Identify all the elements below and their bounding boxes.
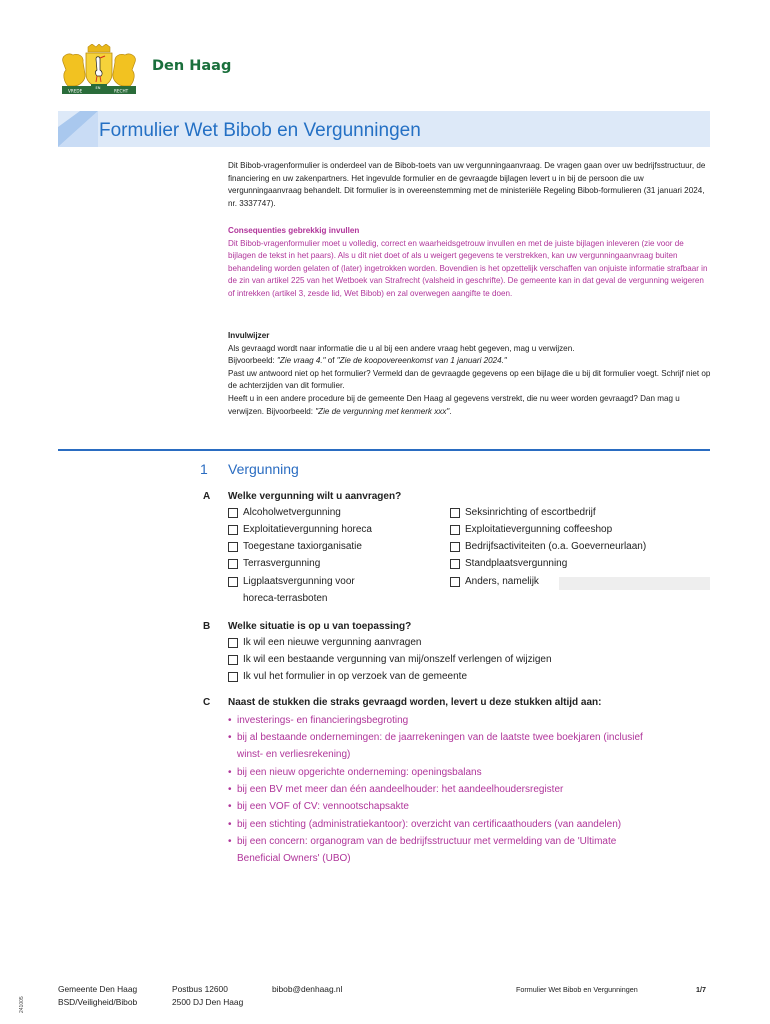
bullet: •: [228, 715, 232, 726]
attachment-item: bij een BV met meer dan één aandeelhouder: het aandeelhoudersregister: [237, 784, 564, 795]
option-label: Toegestane taxiorganisatie: [243, 541, 362, 552]
page-number: 1/7: [696, 985, 706, 994]
option-label: Ligplaatsvergunning voor: [243, 576, 355, 587]
checkbox-terrasvergunning[interactable]: [228, 559, 238, 569]
bullet: •: [228, 784, 232, 795]
guide-example-3: "Zie de vergunning met kenmerk xxx": [315, 406, 450, 416]
bullet: •: [228, 819, 232, 830]
intro-paragraph: [228, 160, 712, 210]
option-label: Ik vul het formulier in op verzoek van de gemeente: [243, 671, 468, 682]
checkbox-exploitatievergunning-horeca[interactable]: [228, 525, 238, 535]
intro-text: Dit Bibob-vragenformulier is onderdeel van de Bibob-toets van uw vergunningaanvraag. De vragen gaan over uw bedrijfsstructuur, de financiering en uw zakenpartners. Het ingevulde formulier en de gevraagde bijlagen levert u in bij de persoon die uw vergunningaanvraag behandelt. Dit formulier is in overeenstemming met de ministeriële Regeling Bibob-formulieren (31 januari 2024, nr. 3337747).: [228, 161, 706, 208]
guide-line-3: Past uw antwoord niet op het formulier? Vermeld dan de gevraagde gegevens op een bijlage die u bij dit formulier voegt. Schrijf niet op de achterzijden van dit formulier.: [228, 368, 711, 391]
brand-name: Den Haag: [152, 58, 232, 74]
checkbox-seksinrichting[interactable]: [450, 508, 460, 518]
section-number: 1: [200, 461, 208, 477]
option-label: Standplaatsvergunning: [465, 558, 568, 569]
option-label: Ik wil een bestaande vergunning van mij/onszelf verlengen of wijzigen: [243, 654, 552, 665]
question-c-letter: C: [203, 697, 211, 708]
guide-example-prefix: Bijvoorbeeld:: [228, 356, 278, 366]
attachment-item-continued: winst- en verliesrekening): [237, 749, 351, 760]
consequences-text: Dit Bibob-vragenformulier moet u volledig, correct en waarheidsgetrouw invullen en met de juiste bijlagen inleveren (zie voor de bijlagen de tekst in het paars). Als u dit niet doet of als u weigert gegevens te verstrekken, kan uw vergunningaanvraag buiten behandeling worden gelaten of (later) ingetrokken worden. Bovendien is het opzettelijk verschaffen van onjuiste informatie strafbaar in de zin van artikel 225 van het Wetboek van Strafrecht (valsheid in geschrifte). De gemeente kan in dat geval de vergunning weigeren of intrekken (artikel 3, zesde lid, Wet Bibob) en zal overwegen aangifte te doen.: [228, 238, 708, 298]
attachment-item: bij een stichting (administratiekantoor): overzicht van certificaathouders (van aandelen): [237, 819, 622, 830]
option-label: Alcoholwetvergunning: [243, 507, 341, 518]
checkbox-exploitatievergunning-coffeeshop[interactable]: [450, 525, 460, 535]
checkbox-verzoek-gemeente[interactable]: [228, 672, 238, 682]
bullet: •: [228, 767, 232, 778]
page-title: Formulier Wet Bibob en Vergunningen: [99, 120, 421, 141]
option-label: Anders, namelijk: [465, 576, 539, 587]
guide-example-mid: of: [325, 356, 337, 366]
option-label: Exploitatievergunning coffeeshop: [465, 524, 613, 535]
guide-line-4-end: .: [449, 406, 452, 416]
document-code: 241005: [19, 996, 25, 1013]
attachment-item: bij een concern: organogram van de bedrijfsstructuur met vermelding van de 'Ultimate: [237, 836, 617, 847]
attachment-item: bij al bestaande ondernemingen: de jaarrekeningen van de laatste twee boekjaren (inclusief: [237, 732, 643, 743]
option-label: Terrasvergunning: [243, 558, 321, 569]
checkbox-bedrijfsactiviteiten[interactable]: [450, 542, 460, 552]
checkbox-verlengen-wijzigen[interactable]: [228, 655, 238, 665]
guide-block: [228, 330, 712, 418]
option-label: Ik wil een nieuwe vergunning aanvragen: [243, 637, 422, 648]
guide-example-1: "Zie vraag 4.": [277, 356, 326, 366]
guide-line-1: Als gevraagd wordt naar informatie die u al bij een andere vraag hebt gegeven, mag u verwijzen.: [228, 343, 575, 353]
footer-org-line-1: Gemeente Den Haag: [58, 984, 138, 994]
checkbox-alcoholwetvergunning[interactable]: [228, 508, 238, 518]
attachment-item: bij een VOF of CV: vennootschapsakte: [237, 801, 409, 812]
option-label-continued: horeca-terrasboten: [243, 593, 328, 604]
attachment-item: investerings- en financieringsbegroting: [237, 715, 409, 726]
footer-address: [172, 983, 243, 1008]
title-band-wedge: [58, 111, 98, 147]
footer-document-title: Formulier Wet Bibob en Vergunningen: [516, 985, 638, 994]
logo-motto-left: VREDE: [68, 88, 83, 94]
checkbox-toegestane-taxiorganisatie[interactable]: [228, 542, 238, 552]
section-title: Vergunning: [228, 461, 299, 477]
checkbox-standplaatsvergunning[interactable]: [450, 559, 460, 569]
footer-email: bibob@denhaag.nl: [272, 984, 343, 994]
question-b-letter: B: [203, 621, 211, 632]
option-label: Exploitatievergunning horeca: [243, 524, 372, 535]
option-label: Seksinrichting of escortbedrijf: [465, 507, 596, 518]
question-c-text: Naast de stukken die straks gevraagd worden, levert u deze stukken altijd aan:: [228, 697, 602, 708]
attachment-item: bij een nieuw opgerichte onderneming: openingsbalans: [237, 767, 482, 778]
checkbox-ligplaatsvergunning[interactable]: [228, 577, 238, 587]
attachment-item-continued: Beneficial Owners' (UBO): [237, 853, 351, 864]
consequences-block: [228, 225, 712, 301]
checkbox-nieuwe-vergunning[interactable]: [228, 638, 238, 648]
den-haag-coat-of-arms-logo: [58, 44, 140, 96]
checkbox-anders[interactable]: [450, 577, 460, 587]
logo-motto-right: RECHT: [114, 88, 129, 94]
guide-example-2: "Zie de koopovereenkomst van 1 januari 2024.": [336, 356, 507, 366]
footer-address-line-2: 2500 DJ Den Haag: [172, 996, 244, 1007]
logo-motto-mid: EN: [95, 85, 101, 90]
question-b-text: Welke situatie is op u van toepassing?: [228, 621, 412, 632]
guide-line-4-text: Heeft u in een andere procedure bij de gemeente Den Haag al gegevens verstrekt, die nu weer worden gevraagd? Dan mag u verwijzen. Bijvoorbeeld:: [228, 393, 680, 416]
question-a-text: Welke vergunning wilt u aanvragen?: [228, 491, 402, 502]
bullet: •: [228, 732, 232, 743]
consequences-heading: Consequenties gebrekkig invullen: [228, 226, 360, 235]
section-divider: [58, 449, 710, 451]
footer-address-line-1: Postbus 12600: [172, 984, 228, 994]
anders-namelijk-input[interactable]: [559, 577, 710, 590]
bullet: •: [228, 836, 232, 847]
guide-line-4: [228, 393, 712, 418]
question-a-letter: A: [203, 491, 211, 502]
guide-heading: Invulwijzer: [228, 331, 270, 340]
guide-line-2: [228, 355, 712, 368]
footer-org-line-2: BSD/Veiligheid/Bibob: [58, 996, 138, 1007]
bullet: •: [228, 801, 232, 812]
footer-organisation: [58, 983, 137, 1008]
option-label: Bedrijfsactiviteiten (o.a. Goeverneurlaan): [465, 541, 647, 552]
